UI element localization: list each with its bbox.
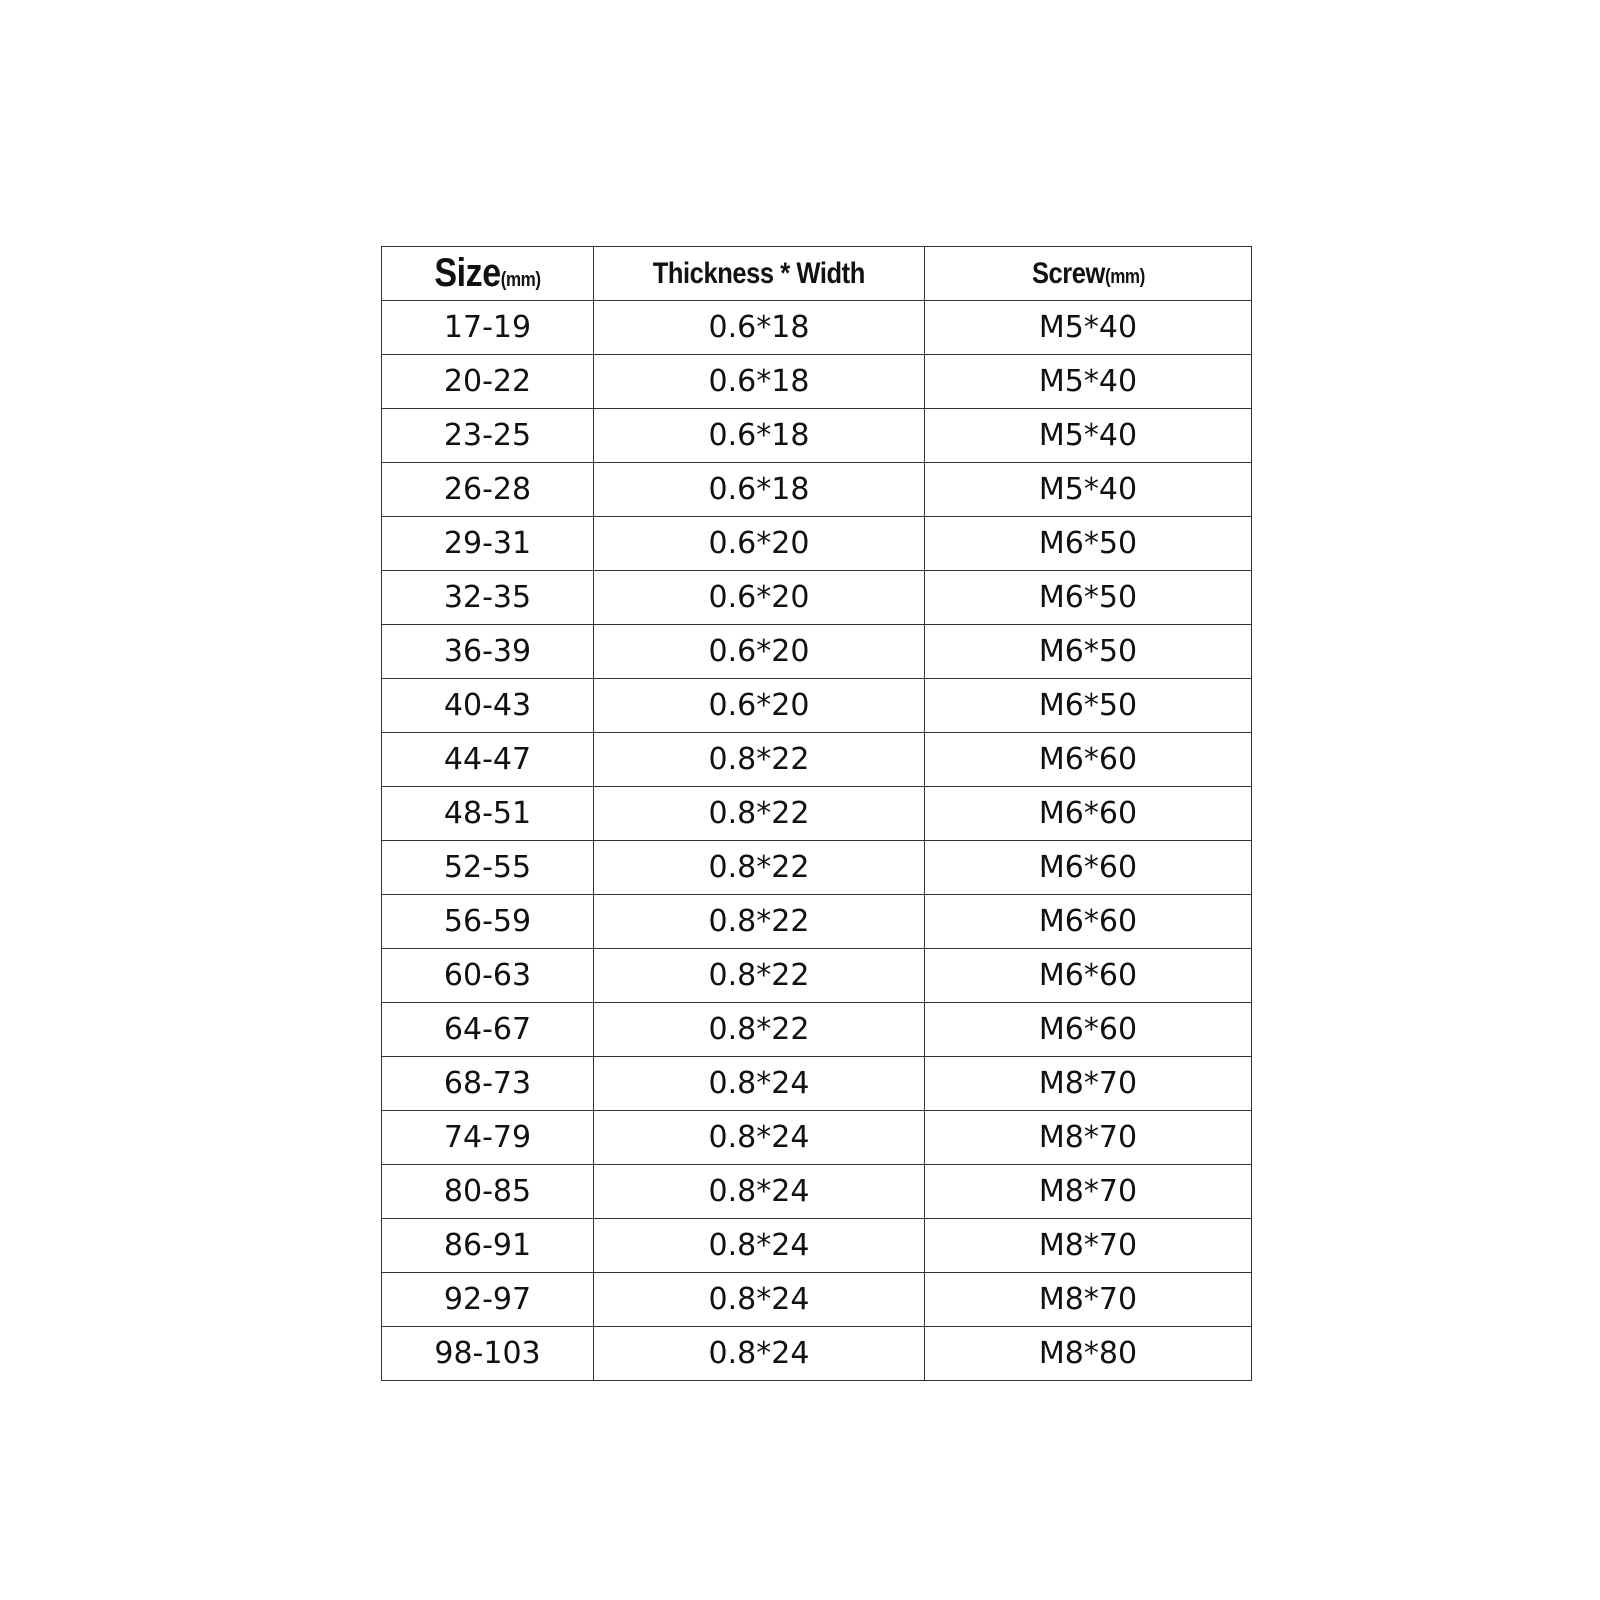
cell-thickness-width: 0.6*18: [594, 355, 925, 409]
cell-size: 48-51: [382, 787, 594, 841]
header-size-unit: (mm): [500, 269, 541, 291]
cell-screw: M6*60: [925, 1003, 1252, 1057]
cell-size: 64-67: [382, 1003, 594, 1057]
cell-screw: M8*70: [925, 1165, 1252, 1219]
cell-screw: M6*50: [925, 517, 1252, 571]
header-thickness-width-label: Thickness * Width: [652, 256, 866, 290]
cell-thickness-width: 0.8*22: [594, 895, 925, 949]
table-row: [382, 1327, 1252, 1381]
cell-size: 92-97: [382, 1273, 594, 1327]
cell-size: 32-35: [382, 571, 594, 625]
cell-screw: M5*40: [925, 355, 1252, 409]
cell-thickness-width: 0.8*22: [594, 787, 925, 841]
table-row: [382, 1111, 1252, 1165]
header-screw-unit: (mm): [1104, 265, 1145, 288]
table-row: [382, 733, 1252, 787]
table-row: [382, 787, 1252, 841]
table-row: [382, 1003, 1252, 1057]
cell-thickness-width: 0.6*18: [594, 301, 925, 355]
table-row: [382, 895, 1252, 949]
table-row: [382, 679, 1252, 733]
cell-thickness-width: 0.6*18: [594, 463, 925, 517]
cell-size: 98-103: [382, 1327, 594, 1381]
cell-thickness-width: 0.8*24: [594, 1327, 925, 1381]
cell-thickness-width: 0.8*24: [594, 1111, 925, 1165]
table-body: [382, 301, 1252, 1381]
cell-thickness-width: 0.8*24: [594, 1273, 925, 1327]
cell-thickness-width: 0.6*20: [594, 571, 925, 625]
cell-screw: M6*60: [925, 841, 1252, 895]
cell-size: 36-39: [382, 625, 594, 679]
cell-screw: M8*70: [925, 1273, 1252, 1327]
cell-size: 52-55: [382, 841, 594, 895]
header-screw: [925, 247, 1252, 301]
cell-screw: M6*60: [925, 733, 1252, 787]
table-row: [382, 571, 1252, 625]
cell-thickness-width: 0.8*24: [594, 1219, 925, 1273]
cell-size: 80-85: [382, 1165, 594, 1219]
table-row: [382, 409, 1252, 463]
cell-screw: M5*40: [925, 463, 1252, 517]
table-row: [382, 841, 1252, 895]
cell-size: 29-31: [382, 517, 594, 571]
cell-size: 86-91: [382, 1219, 594, 1273]
cell-screw: M5*40: [925, 409, 1252, 463]
cell-screw: M6*50: [925, 679, 1252, 733]
cell-size: 44-47: [382, 733, 594, 787]
cell-size: 74-79: [382, 1111, 594, 1165]
header-screw-label: Screw: [1031, 256, 1105, 290]
table-row: [382, 949, 1252, 1003]
table-row: [382, 301, 1252, 355]
cell-size: 23-25: [382, 409, 594, 463]
cell-screw: M6*50: [925, 625, 1252, 679]
cell-screw: M6*60: [925, 895, 1252, 949]
cell-screw: M8*70: [925, 1111, 1252, 1165]
cell-size: 60-63: [382, 949, 594, 1003]
cell-screw: M6*50: [925, 571, 1252, 625]
cell-screw: M8*80: [925, 1327, 1252, 1381]
cell-size: 68-73: [382, 1057, 594, 1111]
cell-size: 40-43: [382, 679, 594, 733]
cell-thickness-width: 0.8*22: [594, 733, 925, 787]
cell-thickness-width: 0.6*18: [594, 409, 925, 463]
cell-screw: M8*70: [925, 1219, 1252, 1273]
cell-thickness-width: 0.8*22: [594, 841, 925, 895]
cell-size: 26-28: [382, 463, 594, 517]
cell-thickness-width: 0.8*22: [594, 949, 925, 1003]
cell-thickness-width: 0.8*24: [594, 1057, 925, 1111]
table-row: [382, 1273, 1252, 1327]
table-row: [382, 355, 1252, 409]
header-size: [382, 247, 594, 301]
cell-size: 20-22: [382, 355, 594, 409]
size-spec-table: [381, 246, 1252, 1381]
cell-thickness-width: 0.8*22: [594, 1003, 925, 1057]
cell-size: 17-19: [382, 301, 594, 355]
table-row: [382, 463, 1252, 517]
cell-screw: M8*70: [925, 1057, 1252, 1111]
cell-screw: M6*60: [925, 949, 1252, 1003]
header-thickness-width: [594, 247, 925, 301]
table-row: [382, 625, 1252, 679]
cell-thickness-width: 0.6*20: [594, 679, 925, 733]
cell-screw: M6*60: [925, 787, 1252, 841]
table-header-row: [382, 247, 1252, 301]
table-row: [382, 517, 1252, 571]
table-row: [382, 1219, 1252, 1273]
table-row: [382, 1165, 1252, 1219]
cell-screw: M5*40: [925, 301, 1252, 355]
header-size-label: Size: [434, 251, 501, 295]
cell-thickness-width: 0.8*24: [594, 1165, 925, 1219]
cell-size: 56-59: [382, 895, 594, 949]
cell-thickness-width: 0.6*20: [594, 517, 925, 571]
cell-thickness-width: 0.6*20: [594, 625, 925, 679]
table-row: [382, 1057, 1252, 1111]
